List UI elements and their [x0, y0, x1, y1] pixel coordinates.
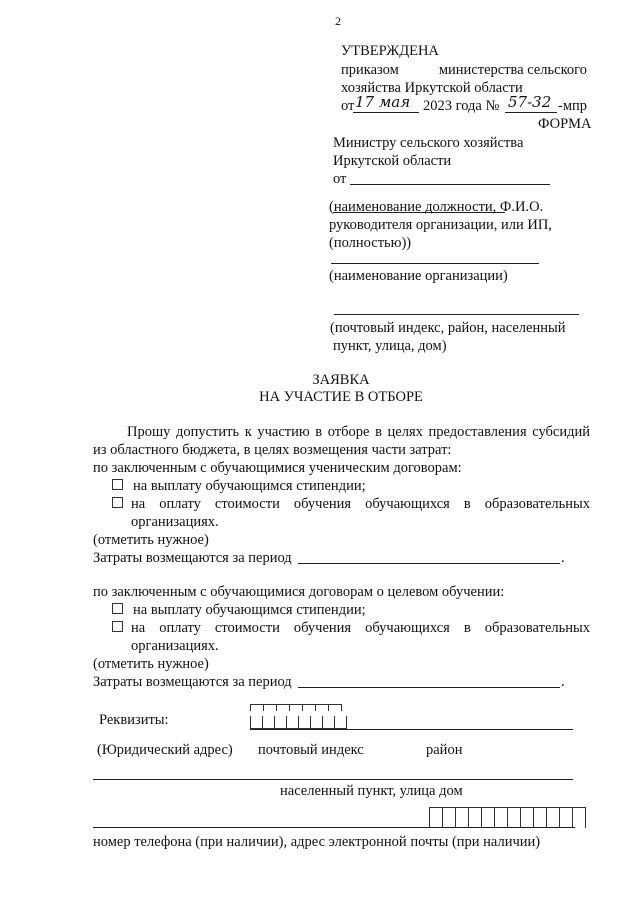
caption-address-2: пункт, улица, дом) — [333, 338, 447, 354]
approval-line1 — [341, 61, 587, 80]
section2-option2-checkbox[interactable] — [112, 621, 123, 632]
section2-option2-checkbox-wrap — [112, 619, 133, 638]
section1-option2-checkbox-wrap — [112, 495, 133, 514]
section1-option1-label: на выплату обучающимся стипендии; — [133, 478, 366, 494]
addressee-from-label: от — [333, 171, 347, 187]
section1-title: по заключенным с обучающимися ученическим договорам: — [93, 460, 462, 476]
section1-option2-label-a: на оплату стоимости обучения обучающихся в образовательных — [131, 496, 590, 512]
approval-title: УТВЕРЖДЕНА — [341, 43, 439, 59]
approval-date-handwritten: 17 мая — [355, 93, 411, 111]
from-field-line — [350, 184, 550, 185]
section2-option1 — [112, 601, 366, 620]
org-field-line — [331, 263, 539, 264]
approval-number-handwritten: 57-32 — [508, 93, 552, 111]
section2-option1-label: на выплату обучающимся стипендии; — [133, 602, 366, 618]
section2-option2-label-b: организациях. — [131, 638, 219, 654]
approval-line2: хозяйства Иркутской области — [341, 80, 523, 96]
heading-line1: ЗАЯВКА — [312, 372, 370, 388]
section2-period-field[interactable] — [298, 687, 560, 688]
caption-address: (почтовый индекс, район, населенный — [330, 320, 566, 336]
section2-period-end: . — [561, 674, 565, 690]
contacts-field-line[interactable] — [93, 827, 575, 828]
locality-label: населенный пункт, улица дом — [280, 783, 463, 799]
locality-field-line[interactable] — [93, 779, 573, 780]
section1-note: (отметить нужное) — [93, 532, 209, 548]
approval-number-suffix: -мпр — [558, 98, 588, 114]
section1-option2-checkbox[interactable] — [112, 497, 123, 508]
addressee-line2: Иркутской области — [333, 153, 452, 169]
caption-position: (наименование должности, Ф.И.О. — [329, 199, 544, 215]
approval-date-prefix: от — [341, 98, 355, 114]
section1-period-end: . — [561, 550, 565, 566]
intro-line1: Прошу допустить к участию в отборе в целях предоставления субсидий — [127, 424, 590, 440]
section2-option1-checkbox[interactable] — [112, 603, 123, 614]
section2-note: (отметить нужное) — [93, 656, 209, 672]
house-cells[interactable] — [429, 807, 586, 828]
postal-index-cells[interactable] — [250, 716, 347, 729]
addressee-line1: Министру сельского хозяйства — [333, 135, 524, 151]
section1-option2-label-b: организациях. — [131, 514, 219, 530]
approval-line1-right: министерства сельского — [438, 62, 587, 78]
section2-option2-label-a: на оплату стоимости обучения обучающихся в образовательных — [131, 620, 590, 636]
requisites-label: Реквизиты: — [99, 712, 169, 728]
caption-org: (наименование организации) — [329, 268, 508, 284]
number-underline — [505, 112, 557, 113]
approval-line1-left: приказом — [341, 62, 399, 78]
section1-option1-checkbox[interactable] — [112, 479, 123, 490]
date-underline — [353, 112, 419, 113]
intro-line2: из областного бюджета, в целях возмещения части затрат: — [93, 442, 452, 458]
district-label: район — [426, 742, 463, 758]
section1-period-field[interactable] — [298, 563, 560, 564]
caption-position-3: (полностью)) — [329, 235, 412, 251]
legal-address-label: (Юридический адрес) — [97, 742, 233, 758]
address-field-line — [334, 314, 579, 315]
caption-position-2: руководителя организации, или ИП, — [329, 217, 552, 233]
postal-index-label: почтовый индекс — [258, 742, 364, 758]
section1-option1 — [112, 477, 366, 496]
approval-year: 2023 года № — [423, 98, 500, 114]
page-number: 2 — [335, 14, 341, 28]
section1-period-label: Затраты возмещаются за период — [93, 550, 292, 566]
contacts-label: номер телефона (при наличии), адрес электронной почты (при наличии) — [93, 834, 541, 850]
heading-line2: НА УЧАСТИЕ В ОТБОРЕ — [259, 389, 423, 405]
requisites-line — [250, 729, 573, 730]
postal-index-top-ticks — [250, 704, 342, 711]
form-label: ФОРМА — [538, 116, 592, 132]
section2-period-label: Затраты возмещаются за период — [93, 674, 292, 690]
section2-title: по заключенным с обучающимися договорам о целевом обучении: — [93, 584, 505, 600]
